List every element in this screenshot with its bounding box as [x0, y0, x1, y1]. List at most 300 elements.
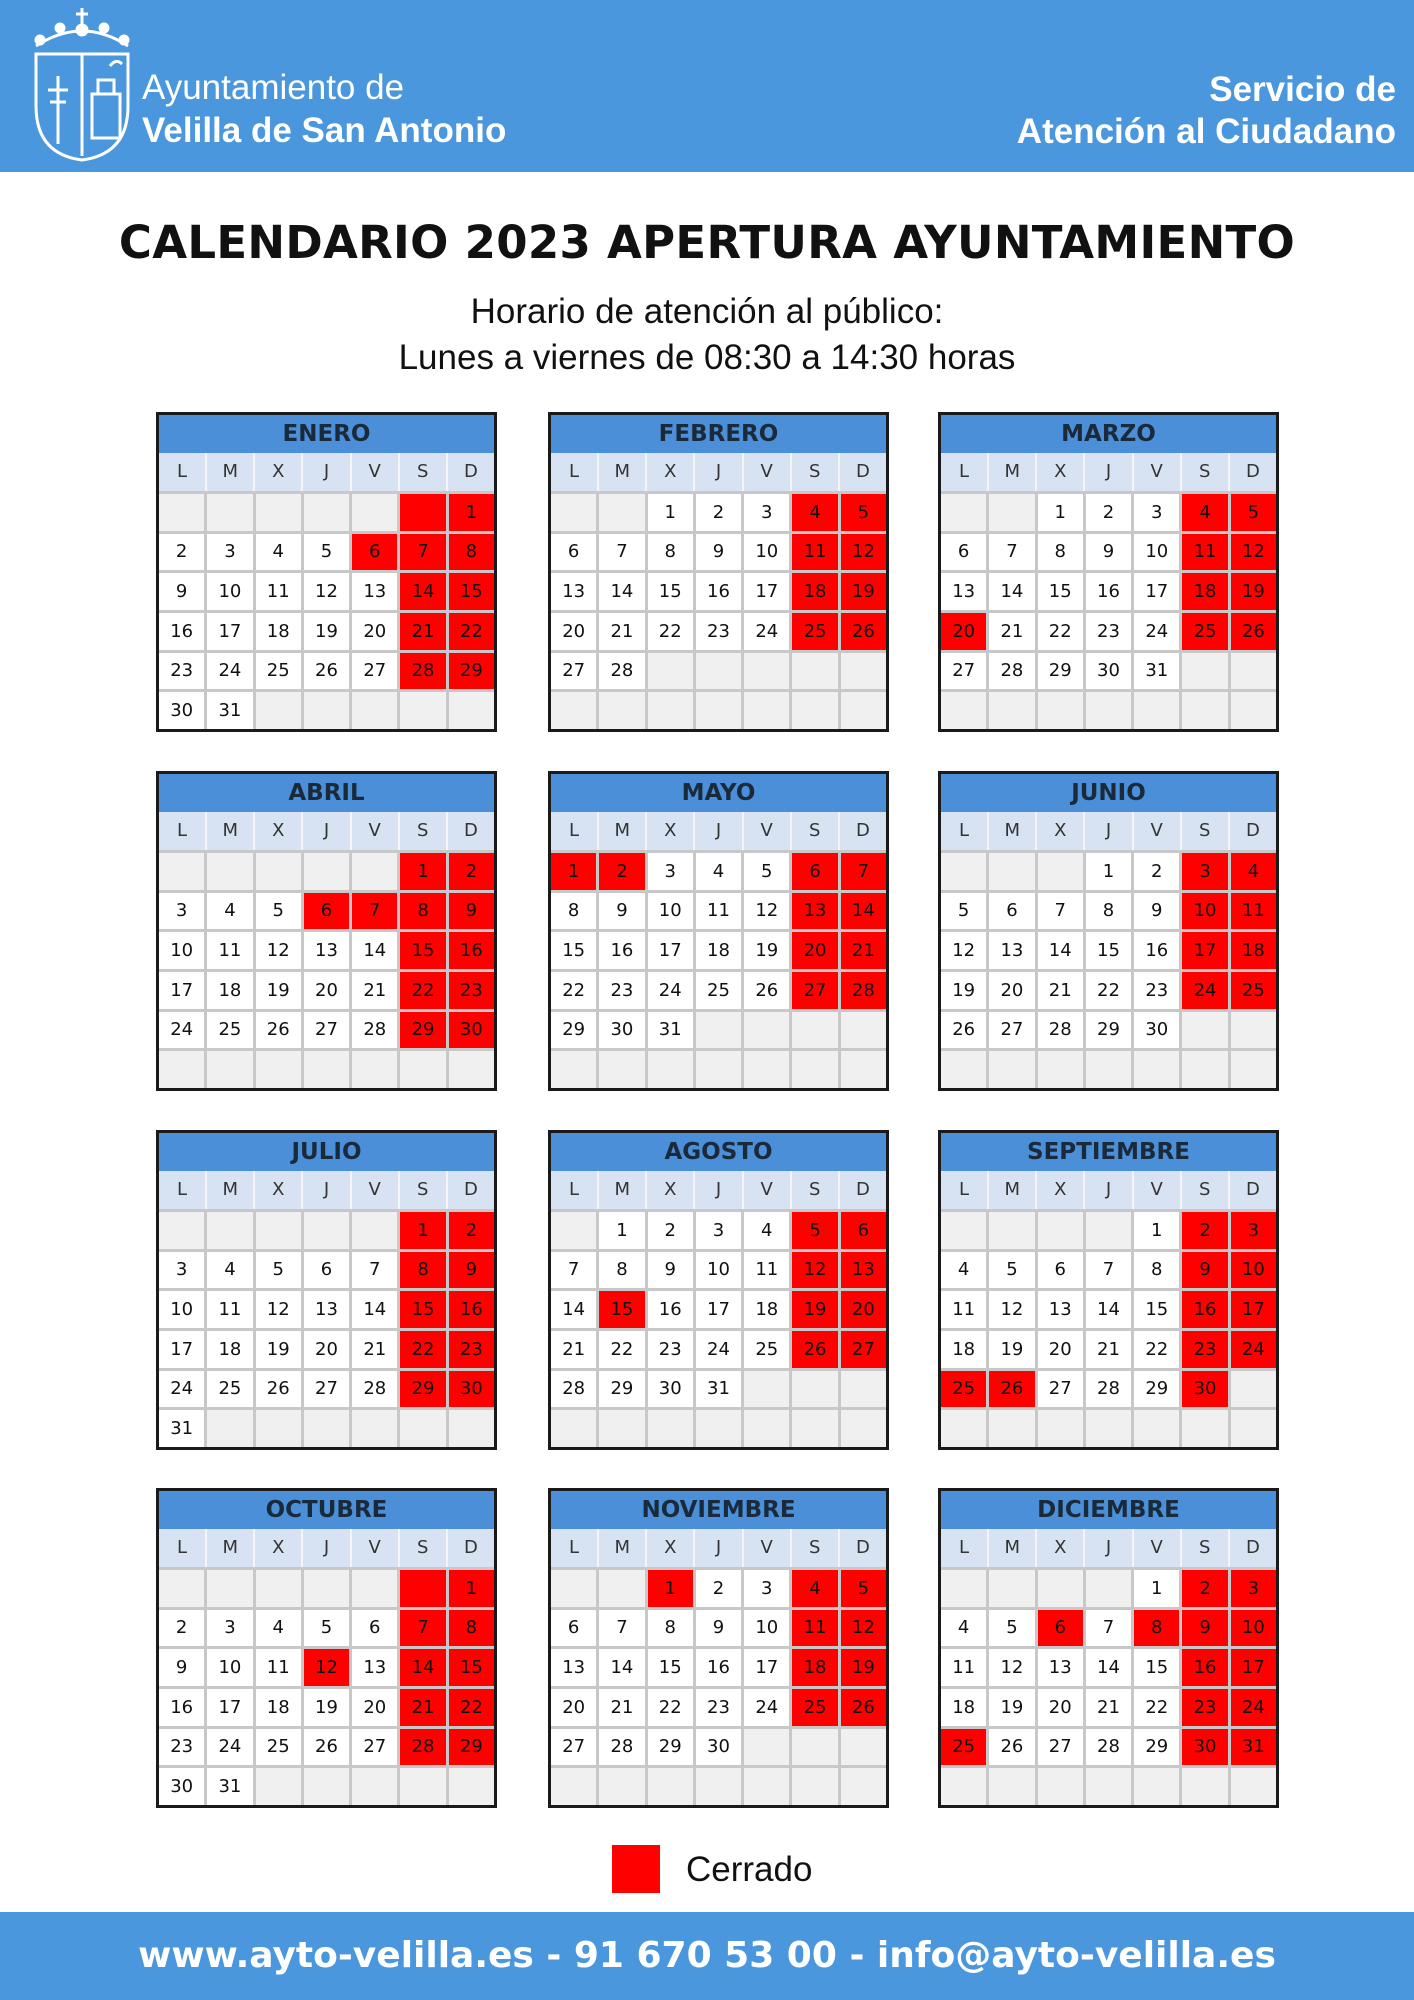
day-cell: 1	[551, 853, 596, 890]
day-cell: 1	[648, 494, 693, 531]
weekday-label: L	[159, 453, 207, 491]
empty-cell	[207, 1410, 252, 1447]
empty-cell	[941, 1768, 986, 1805]
month-junio	[938, 771, 1279, 1091]
day-grid	[159, 491, 494, 729]
day-cell: 16	[1182, 1649, 1227, 1686]
empty-cell	[1231, 1012, 1276, 1049]
weekday-label: S	[1182, 812, 1230, 850]
day-cell: 5	[304, 1610, 349, 1647]
weekday-label: J	[695, 453, 743, 491]
weekday-label: D	[1230, 1171, 1276, 1209]
empty-cell	[599, 1570, 644, 1607]
day-cell: 12	[841, 1610, 886, 1647]
month-title: MAYO	[551, 774, 886, 812]
coat-of-arms-icon	[26, 6, 138, 162]
day-cell: 10	[744, 1610, 789, 1647]
empty-cell	[159, 1051, 204, 1088]
day-cell: 6	[304, 893, 349, 930]
day-cell: 18	[1231, 932, 1276, 969]
day-cell: 31	[1231, 1729, 1276, 1766]
empty-cell	[1182, 653, 1227, 690]
day-cell: 16	[159, 1689, 204, 1726]
empty-cell	[256, 1768, 301, 1805]
day-cell: 3	[648, 853, 693, 890]
day-cell: 7	[989, 534, 1034, 571]
day-cell: 17	[159, 1331, 204, 1368]
day-cell: 22	[599, 1331, 644, 1368]
day-cell: 14	[352, 1291, 397, 1328]
weekday-label: J	[695, 812, 743, 850]
weekday-label: X	[1037, 1171, 1085, 1209]
empty-cell	[352, 1051, 397, 1088]
empty-cell	[304, 494, 349, 531]
weekday-label: S	[1182, 1171, 1230, 1209]
day-cell: 12	[304, 1649, 349, 1686]
day-cell: 24	[1231, 1689, 1276, 1726]
empty-cell	[352, 853, 397, 890]
day-cell: 14	[352, 932, 397, 969]
weekday-label: L	[551, 1529, 599, 1567]
day-cell: 1	[599, 1212, 644, 1249]
empty-cell	[1086, 1410, 1131, 1447]
empty-cell	[792, 653, 837, 690]
day-cell: 17	[744, 1649, 789, 1686]
weekday-label: J	[1085, 453, 1133, 491]
day-cell: 30	[1086, 653, 1131, 690]
weekday-header-row	[941, 453, 1276, 491]
day-cell: 13	[304, 1291, 349, 1328]
day-cell: 20	[941, 613, 986, 650]
weekday-label: X	[255, 1171, 303, 1209]
empty-cell	[744, 1371, 789, 1408]
day-cell: 26	[1231, 613, 1276, 650]
day-cell: 15	[1086, 932, 1131, 969]
empty-cell	[1086, 1768, 1131, 1805]
day-cell: 25	[1182, 613, 1227, 650]
day-cell: 1	[1134, 1212, 1179, 1249]
empty-cell	[1086, 1570, 1131, 1607]
empty-cell	[1231, 1051, 1276, 1088]
day-cell: 18	[207, 1331, 252, 1368]
day-cell: 29	[449, 653, 494, 690]
empty-cell	[696, 1012, 741, 1049]
weekday-label: V	[352, 453, 400, 491]
empty-cell	[696, 1051, 741, 1088]
day-cell: 11	[207, 932, 252, 969]
day-cell: 24	[648, 972, 693, 1009]
day-cell: 19	[841, 573, 886, 610]
day-cell: 18	[256, 613, 301, 650]
day-cell: 5	[1231, 494, 1276, 531]
weekday-header-row	[159, 812, 494, 850]
day-cell: 7	[1038, 893, 1083, 930]
day-cell: 12	[256, 932, 301, 969]
empty-cell	[989, 1051, 1034, 1088]
empty-cell	[352, 1212, 397, 1249]
day-cell: 18	[207, 972, 252, 1009]
day-cell: 8	[400, 893, 445, 930]
empty-cell	[648, 1768, 693, 1805]
month-title: JUNIO	[941, 774, 1276, 812]
empty-cell	[400, 1051, 445, 1088]
day-cell: 14	[599, 1649, 644, 1686]
empty-cell	[159, 494, 204, 531]
day-cell: 28	[352, 1371, 397, 1408]
weekday-label: D	[840, 1171, 886, 1209]
day-cell: 27	[941, 653, 986, 690]
empty-cell	[941, 494, 986, 531]
day-cell: 19	[744, 932, 789, 969]
day-cell: 6	[352, 534, 397, 571]
month-diciembre	[938, 1488, 1279, 1808]
day-cell: 20	[304, 1331, 349, 1368]
weekday-label: X	[647, 453, 695, 491]
day-cell: 20	[551, 1689, 596, 1726]
day-cell: 24	[1231, 1331, 1276, 1368]
day-cell: 23	[696, 1689, 741, 1726]
day-cell: 2	[696, 1570, 741, 1607]
weekday-label: V	[1134, 453, 1182, 491]
weekday-label: D	[448, 1529, 494, 1567]
empty-cell	[352, 1570, 397, 1607]
day-cell: 14	[400, 1649, 445, 1686]
day-cell: 30	[1182, 1371, 1227, 1408]
day-cell: 10	[1182, 893, 1227, 930]
day-cell: 5	[792, 1212, 837, 1249]
day-cell: 10	[1134, 534, 1179, 571]
day-cell: 27	[841, 1331, 886, 1368]
day-cell: 15	[1134, 1291, 1179, 1328]
empty-cell	[792, 1012, 837, 1049]
day-cell: 30	[696, 1729, 741, 1766]
weekday-label: M	[207, 1529, 255, 1567]
weekday-label: V	[352, 812, 400, 850]
month-title: OCTUBRE	[159, 1491, 494, 1529]
day-cell: 1	[449, 494, 494, 531]
month-noviembre	[548, 1488, 889, 1808]
weekday-header-row	[551, 812, 886, 850]
day-cell: 27	[551, 653, 596, 690]
month-agosto	[548, 1130, 889, 1450]
day-cell: 25	[207, 1371, 252, 1408]
day-cell: 30	[648, 1371, 693, 1408]
day-cell: 23	[648, 1331, 693, 1368]
day-cell: 2	[599, 853, 644, 890]
empty-cell	[551, 692, 596, 729]
opening-hours-value: Lunes a viernes de 08:30 a 14:30 horas	[398, 338, 1016, 377]
weekday-label: L	[941, 1529, 989, 1567]
day-cell: 9	[449, 1252, 494, 1289]
empty-cell	[1231, 1410, 1276, 1447]
day-cell: 24	[207, 653, 252, 690]
weekday-label: S	[1182, 1529, 1230, 1567]
day-cell: 1	[648, 1570, 693, 1607]
day-cell: 20	[841, 1291, 886, 1328]
day-cell: 28	[841, 972, 886, 1009]
weekday-header-row	[551, 1529, 886, 1567]
weekday-header-row	[941, 1529, 1276, 1567]
org-name-line1: Ayuntamiento de	[142, 68, 405, 107]
page-title: CALENDARIO 2023 APERTURA AYUNTAMIENTO	[118, 216, 1296, 269]
empty-cell	[1134, 1051, 1179, 1088]
day-cell: 26	[792, 1331, 837, 1368]
month-title: FEBRERO	[551, 415, 886, 453]
day-cell: 10	[1231, 1252, 1276, 1289]
empty-cell	[1182, 1768, 1227, 1805]
day-cell: 5	[304, 534, 349, 571]
day-cell: 20	[989, 972, 1034, 1009]
day-cell: 25	[941, 1371, 986, 1408]
day-cell: 31	[207, 1768, 252, 1805]
day-cell: 3	[159, 1252, 204, 1289]
day-cell: 25	[256, 653, 301, 690]
day-cell: 30	[599, 1012, 644, 1049]
day-cell: 23	[1182, 1331, 1227, 1368]
day-cell: 18	[941, 1689, 986, 1726]
day-grid	[159, 1209, 494, 1447]
day-cell: 3	[744, 494, 789, 531]
month-title: SEPTIEMBRE	[941, 1133, 1276, 1171]
empty-cell	[1182, 1051, 1227, 1088]
empty-cell	[841, 1410, 886, 1447]
empty-cell	[256, 1212, 301, 1249]
empty-cell	[744, 1410, 789, 1447]
day-cell: 29	[1086, 1012, 1131, 1049]
weekday-label: V	[744, 453, 792, 491]
day-cell: 19	[841, 1649, 886, 1686]
day-cell: 6	[1038, 1610, 1083, 1647]
day-cell: 24	[1134, 613, 1179, 650]
empty-cell	[449, 1768, 494, 1805]
day-cell: 1	[449, 1570, 494, 1607]
empty-cell	[551, 1212, 596, 1249]
day-cell: 14	[551, 1291, 596, 1328]
empty-cell	[941, 1410, 986, 1447]
day-cell: 12	[304, 573, 349, 610]
empty-cell	[941, 1051, 986, 1088]
day-grid	[159, 1567, 494, 1805]
day-cell: 15	[400, 1291, 445, 1328]
day-cell: 22	[648, 1689, 693, 1726]
weekday-label: M	[599, 1171, 647, 1209]
day-grid	[159, 850, 494, 1088]
day-cell: 2	[1086, 494, 1131, 531]
day-cell: 22	[1134, 1689, 1179, 1726]
day-cell: 8	[1134, 1610, 1179, 1647]
day-cell: 25	[744, 1331, 789, 1368]
weekday-header-row	[159, 453, 494, 491]
day-cell: 5	[841, 494, 886, 531]
day-cell: 6	[1038, 1252, 1083, 1289]
day-cell: 17	[744, 573, 789, 610]
day-cell: 25	[256, 1729, 301, 1766]
day-cell: 27	[1038, 1729, 1083, 1766]
weekday-label: L	[551, 812, 599, 850]
day-cell: 17	[648, 932, 693, 969]
day-cell: 16	[1086, 573, 1131, 610]
day-cell: 25	[941, 1729, 986, 1766]
legend-closed-label: Cerrado	[686, 1850, 813, 1889]
day-cell: 12	[744, 893, 789, 930]
day-cell: 30	[1182, 1729, 1227, 1766]
weekday-label: M	[989, 812, 1037, 850]
day-cell: 2	[159, 1610, 204, 1647]
empty-cell	[304, 1768, 349, 1805]
weekday-label: S	[792, 1529, 840, 1567]
empty-cell	[599, 1768, 644, 1805]
day-cell: 3	[696, 1212, 741, 1249]
day-cell: 15	[1038, 573, 1083, 610]
weekday-header-row	[941, 812, 1276, 850]
day-cell: 22	[449, 1689, 494, 1726]
empty-cell	[1231, 1371, 1276, 1408]
day-cell: 20	[551, 613, 596, 650]
day-cell: 22	[1086, 972, 1131, 1009]
footer-contact[interactable]: www.ayto-velilla.es - 91 670 53 00 - info@ayto-velilla.es	[0, 1912, 1414, 2000]
day-cell: 15	[599, 1291, 644, 1328]
weekday-label: D	[448, 1171, 494, 1209]
empty-cell	[792, 1410, 837, 1447]
empty-cell	[256, 494, 301, 531]
day-cell: 9	[1182, 1610, 1227, 1647]
empty-cell	[989, 1212, 1034, 1249]
weekday-label: V	[1134, 1529, 1182, 1567]
empty-cell	[551, 1768, 596, 1805]
day-cell: 10	[696, 1252, 741, 1289]
day-cell: 28	[352, 1012, 397, 1049]
day-cell: 7	[400, 1610, 445, 1647]
day-cell: 6	[551, 1610, 596, 1647]
day-cell: 11	[792, 534, 837, 571]
empty-cell	[1038, 1410, 1083, 1447]
day-cell: 5	[841, 1570, 886, 1607]
day-grid	[551, 1567, 886, 1805]
day-cell: 7	[352, 893, 397, 930]
day-cell: 18	[256, 1689, 301, 1726]
day-cell: 4	[744, 1212, 789, 1249]
day-cell: 29	[1134, 1371, 1179, 1408]
empty-cell	[1182, 1012, 1227, 1049]
weekday-label: D	[1230, 812, 1276, 850]
empty-cell	[989, 1410, 1034, 1447]
day-cell: 18	[792, 1649, 837, 1686]
empty-cell	[159, 853, 204, 890]
day-grid	[941, 491, 1276, 729]
empty-cell	[256, 853, 301, 890]
weekday-label: J	[695, 1529, 743, 1567]
empty-cell	[744, 653, 789, 690]
day-cell: 17	[207, 1689, 252, 1726]
weekday-label: M	[599, 453, 647, 491]
day-cell: 17	[1231, 1291, 1276, 1328]
day-cell: 27	[304, 1371, 349, 1408]
empty-cell	[159, 1212, 204, 1249]
empty-cell	[941, 1570, 986, 1607]
empty-cell	[989, 1570, 1034, 1607]
month-septiembre	[938, 1130, 1279, 1450]
day-cell: 9	[159, 573, 204, 610]
empty-cell	[989, 494, 1034, 531]
day-cell: 7	[1086, 1610, 1131, 1647]
empty-cell	[207, 494, 252, 531]
day-cell: 6	[841, 1212, 886, 1249]
day-cell: 18	[792, 573, 837, 610]
day-cell: 6	[989, 893, 1034, 930]
empty-cell	[400, 494, 445, 531]
day-cell: 10	[159, 932, 204, 969]
day-cell: 30	[449, 1012, 494, 1049]
empty-cell	[1086, 1051, 1131, 1088]
day-cell: 1	[1038, 494, 1083, 531]
month-octubre	[156, 1488, 497, 1808]
empty-cell	[696, 692, 741, 729]
day-cell: 9	[648, 1252, 693, 1289]
day-cell: 3	[159, 893, 204, 930]
empty-cell	[304, 853, 349, 890]
weekday-label: S	[792, 812, 840, 850]
day-cell: 26	[841, 613, 886, 650]
weekday-label: S	[792, 1171, 840, 1209]
day-cell: 29	[551, 1012, 596, 1049]
weekday-header-row	[159, 1171, 494, 1209]
day-cell: 22	[551, 972, 596, 1009]
day-cell: 20	[1038, 1689, 1083, 1726]
empty-cell	[1182, 692, 1227, 729]
empty-cell	[207, 1570, 252, 1607]
day-cell: 19	[304, 1689, 349, 1726]
day-cell: 9	[696, 1610, 741, 1647]
day-cell: 9	[1182, 1252, 1227, 1289]
day-cell: 4	[207, 1252, 252, 1289]
empty-cell	[1038, 1570, 1083, 1607]
empty-cell	[696, 1768, 741, 1805]
day-cell: 24	[159, 1012, 204, 1049]
month-title: NOVIEMBRE	[551, 1491, 886, 1529]
empty-cell	[352, 692, 397, 729]
day-cell: 12	[1231, 534, 1276, 571]
empty-cell	[941, 1212, 986, 1249]
empty-cell	[304, 1051, 349, 1088]
empty-cell	[744, 1729, 789, 1766]
day-cell: 23	[449, 972, 494, 1009]
weekday-label: X	[647, 1171, 695, 1209]
weekday-label: M	[207, 812, 255, 850]
day-cell: 11	[696, 893, 741, 930]
day-cell: 2	[449, 853, 494, 890]
empty-cell	[551, 1410, 596, 1447]
weekday-label: M	[989, 453, 1037, 491]
day-cell: 2	[449, 1212, 494, 1249]
weekday-label: D	[840, 453, 886, 491]
day-cell: 8	[599, 1252, 644, 1289]
day-cell: 30	[1134, 1012, 1179, 1049]
empty-cell	[941, 692, 986, 729]
day-cell: 10	[648, 893, 693, 930]
weekday-label: L	[941, 1171, 989, 1209]
weekday-label: D	[448, 812, 494, 850]
day-cell: 26	[841, 1689, 886, 1726]
empty-cell	[989, 1768, 1034, 1805]
day-cell: 23	[159, 653, 204, 690]
day-cell: 19	[941, 972, 986, 1009]
day-cell: 21	[599, 1689, 644, 1726]
day-cell: 24	[207, 1729, 252, 1766]
day-cell: 30	[449, 1371, 494, 1408]
day-cell: 23	[599, 972, 644, 1009]
weekday-label: V	[352, 1171, 400, 1209]
day-cell: 21	[352, 972, 397, 1009]
